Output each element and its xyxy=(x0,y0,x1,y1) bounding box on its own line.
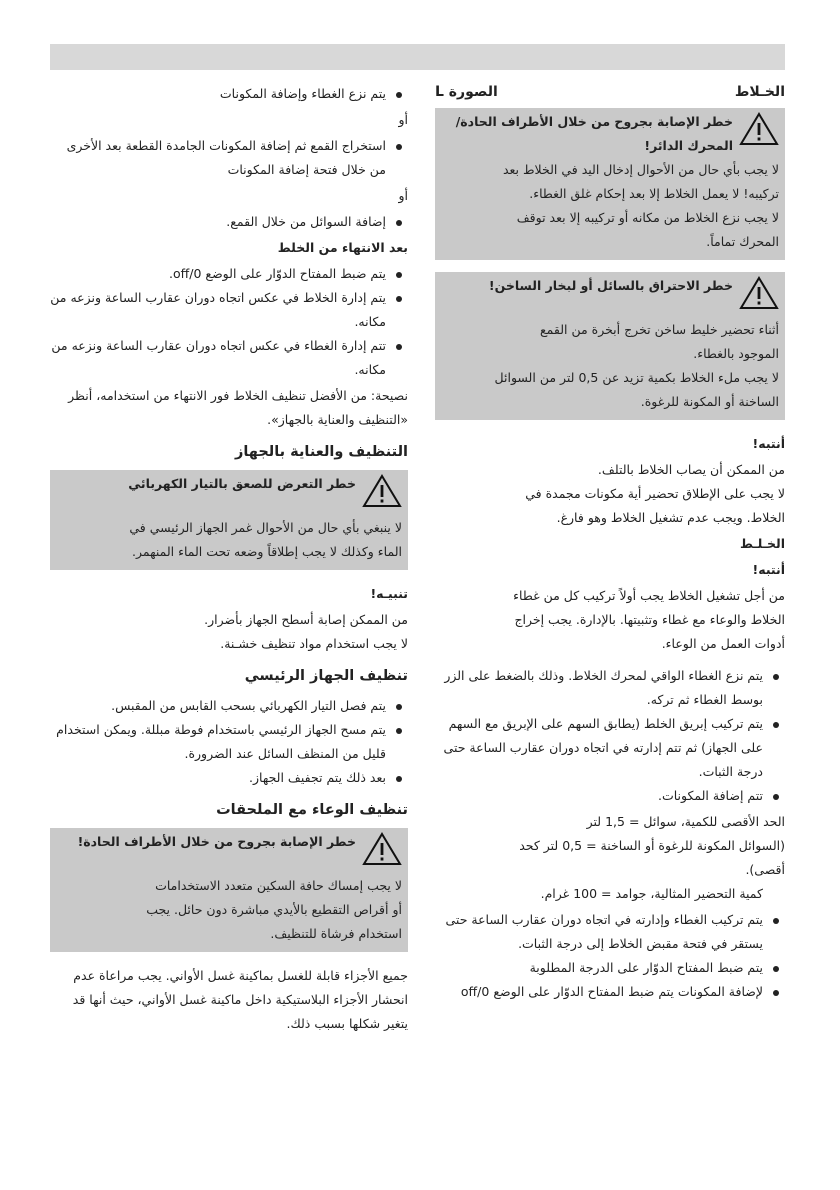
warning-box-shock xyxy=(50,470,408,570)
steps-list xyxy=(50,134,408,182)
warning-triangle-icon xyxy=(739,276,779,318)
warning-triangle-icon xyxy=(362,474,402,516)
header-bar xyxy=(50,44,785,70)
steps-list xyxy=(435,908,785,1004)
tip-text: نصيحة: من الأفضل تنظيف الخلاط فور الانتهاء من استخدامه، أنظر «التنظيف والعناية بالجهاز». xyxy=(68,388,408,427)
warning-line: أثناء تحضير خليط ساخن تخرج أبخرة من القمع xyxy=(540,322,779,337)
caution-line: لا يجب على الإطلاق تحضير أية مكونات مجمدة في xyxy=(525,486,785,501)
steps-list xyxy=(435,664,785,808)
warning-line: المحرك تماماً. xyxy=(706,234,779,249)
warning-line: تركيبه! لا يعمل الخلاط إلا بعد إحكام غلق الغطاء. xyxy=(529,186,779,201)
caution-line: لا يجب استخدام مواد تنظيف خشـنة. xyxy=(220,636,408,651)
warning-line: لا يجب نزع الخلاط من مكانه أو تركيبه إلا بعد توقف xyxy=(516,210,779,225)
steps-list xyxy=(50,210,408,234)
list-item: يتم نزع الغطاء وإضافة المكونات xyxy=(50,82,408,106)
section-heading: بعد الانتهاء من الخلط xyxy=(277,240,408,255)
list-item: يتم ضبط المفتاح الدوّار على الدرجة المطلوبة xyxy=(435,956,785,980)
capacity-line: كمية التحضير المثالية، جوامد = 100 غرام. xyxy=(540,886,763,901)
steps-list xyxy=(50,82,408,106)
right-column xyxy=(435,80,785,1006)
warning-triangle-icon xyxy=(362,832,402,874)
section-heading: تنظيف الوعاء مع الملحقات xyxy=(216,802,408,818)
final-paragraph: جميع الأجزاء قابلة للغسل بماكينة غسل الأواني. يجب مراعاة عدم انحشار الأجزاء البلاستيكية داخل ماكينة غسل الأواني، حيث أنها قد يتغير شكلها بسبب ذلك. xyxy=(72,968,408,1031)
caution-block xyxy=(435,558,785,656)
section-heading: التنظيف والعناية بالجهاز xyxy=(234,444,408,460)
section-header xyxy=(435,80,785,104)
list-item: يتم مسح الجهاز الرئيسي باستخدام فوطة مبللة. ويمكن استخدام قليل من المنظف السائل عند الضرورة. xyxy=(50,718,408,766)
warning-title: خطر التعرض للصعق بالتيار الكهربائي xyxy=(128,476,356,491)
warning-title: خطر الإصابة بجروح من خلال الأطراف الحادة/ المحرك الدائر! xyxy=(455,114,733,153)
list-item: تتم إدارة الغطاء في عكس اتجاه دوران عقارب الساعة ونزعه من مكانه. xyxy=(50,334,408,382)
warning-line: لا يجب إمساك حافة السكين متعدد الاستخدامات xyxy=(155,878,402,893)
caution-line: أدوات العمل من الوعاء. xyxy=(661,636,785,651)
caution-title: أنتبه! xyxy=(752,562,785,577)
list-item: استخراج القمع ثم إضافة المكونات الجامدة القطعة بعد الأخرى من خلال فتحة إضافة المكونات xyxy=(50,134,408,182)
warning-box-burn xyxy=(435,272,785,420)
list-item: يتم تركيب الغطاء وإدارته في اتجاه دوران عقارب الساعة حتى يستقر في فتحة مقبض الخلاط إلى درجة الثبات. xyxy=(435,908,785,956)
list-item: إضافة السوائل من خلال القمع. xyxy=(50,210,408,234)
section-heading: الخـلـط xyxy=(739,536,785,551)
warning-line: لا ينبغي بأي حال من الأحوال غمر الجهاز الرئيسي في xyxy=(129,520,402,535)
caution-line: الخلاط والوعاء مع غطاء وتثبيتها. بالإدارة. يجب إخراج xyxy=(514,612,785,627)
steps-list xyxy=(50,262,408,382)
capacity-line: الحد الأقصى للكمية، سوائل = 1,5 لتر xyxy=(586,814,785,829)
warning-title: خطر الاحتراق بالسائل أو لبخار الساخن! xyxy=(488,278,733,293)
capacity-line: أقصى). xyxy=(745,862,785,877)
warning-line: استخدام فرشاة للتنظيف. xyxy=(270,926,402,941)
warning-line: لا يجب بأي حال من الأحوال إدخال اليد في الخلاط بعد xyxy=(502,162,779,177)
list-item: يتم نزع الغطاء الواقي لمحرك الخلاط. وذلك بالضغط على الزر بوسط الغطاء ثم تركه. xyxy=(435,664,785,712)
section-heading: تنظيف الجهاز الرئيسي xyxy=(244,668,408,684)
or-label: أو xyxy=(398,112,408,127)
caution-line: من الممكن أن يصاب الخلاط بالتلف. xyxy=(597,462,785,477)
warning-line: أو أقراص التقطيع بالأيدي مباشرة دون حائل. يجب xyxy=(146,902,402,917)
list-item: لإضافة المكونات يتم ضبط المفتاح الدوّار على الوضع off/0 xyxy=(435,980,785,1004)
warning-line: الماء وكذلك لا يجب إطلاقاً وضعه تحت الماء المنهمر. xyxy=(131,544,402,559)
list-item-text: تتم إضافة المكونات. xyxy=(658,788,763,803)
warning-box-cuts xyxy=(435,108,785,260)
caution-block xyxy=(435,432,785,530)
caution-title: أنتبه! xyxy=(752,436,785,451)
warning-box-knife xyxy=(50,828,408,952)
capacity-line: (السوائل المكونة للرغوة أو الساخنة = 0,5 لتر كحد xyxy=(519,838,785,853)
warning-title: خطر الإصابة بجروح من خلال الأطراف الحادة! xyxy=(77,834,356,849)
caution-line: من الممكن إصابة أسطح الجهاز بأضرار. xyxy=(204,612,408,627)
caution-line: من أجل تشغيل الخلاط يجب أولاً تركيب كل من غطاء xyxy=(513,588,785,603)
list-item: يتم فصل التيار الكهربائي بسحب القابس من المقبس. xyxy=(50,694,408,718)
or-label: أو xyxy=(398,188,408,203)
caution-line: الخلاط. ويجب عدم تشغيل الخلاط وهو فارغ. xyxy=(556,510,785,525)
left-column xyxy=(50,80,408,1036)
warning-line: الموجود بالغطاء. xyxy=(693,346,779,361)
caution-block xyxy=(50,582,408,656)
warning-line: لا يجب ملء الخلاط بكمية تزيد عن 0,5 لتر من السوائل xyxy=(494,370,779,385)
list-item: يتم تركيب إبريق الخلط (يطابق السهم على الإبريق مع السهم على الجهاز) ثم تتم إدارته في اتجاه دوران عقارب الساعة حتى درجة الثبات. xyxy=(435,712,785,784)
list-item: يتم إدارة الخلاط في عكس اتجاه دوران عقارب الساعة ونزعه من مكانه. xyxy=(50,286,408,334)
page-title: الخـلاط xyxy=(734,84,785,100)
warning-line: الساخنة أو المكونة للرغوة. xyxy=(640,394,779,409)
warning-triangle-icon xyxy=(739,112,779,154)
figure-label: الصورة L xyxy=(435,84,498,100)
list-item: يتم ضبط المفتاح الدوّار على الوضع off/0. xyxy=(50,262,408,286)
list-item xyxy=(435,784,785,808)
list-item: بعد ذلك يتم تجفيف الجهاز. xyxy=(50,766,408,790)
steps-list xyxy=(50,694,408,790)
caution-title: تنبيـه! xyxy=(370,586,408,601)
